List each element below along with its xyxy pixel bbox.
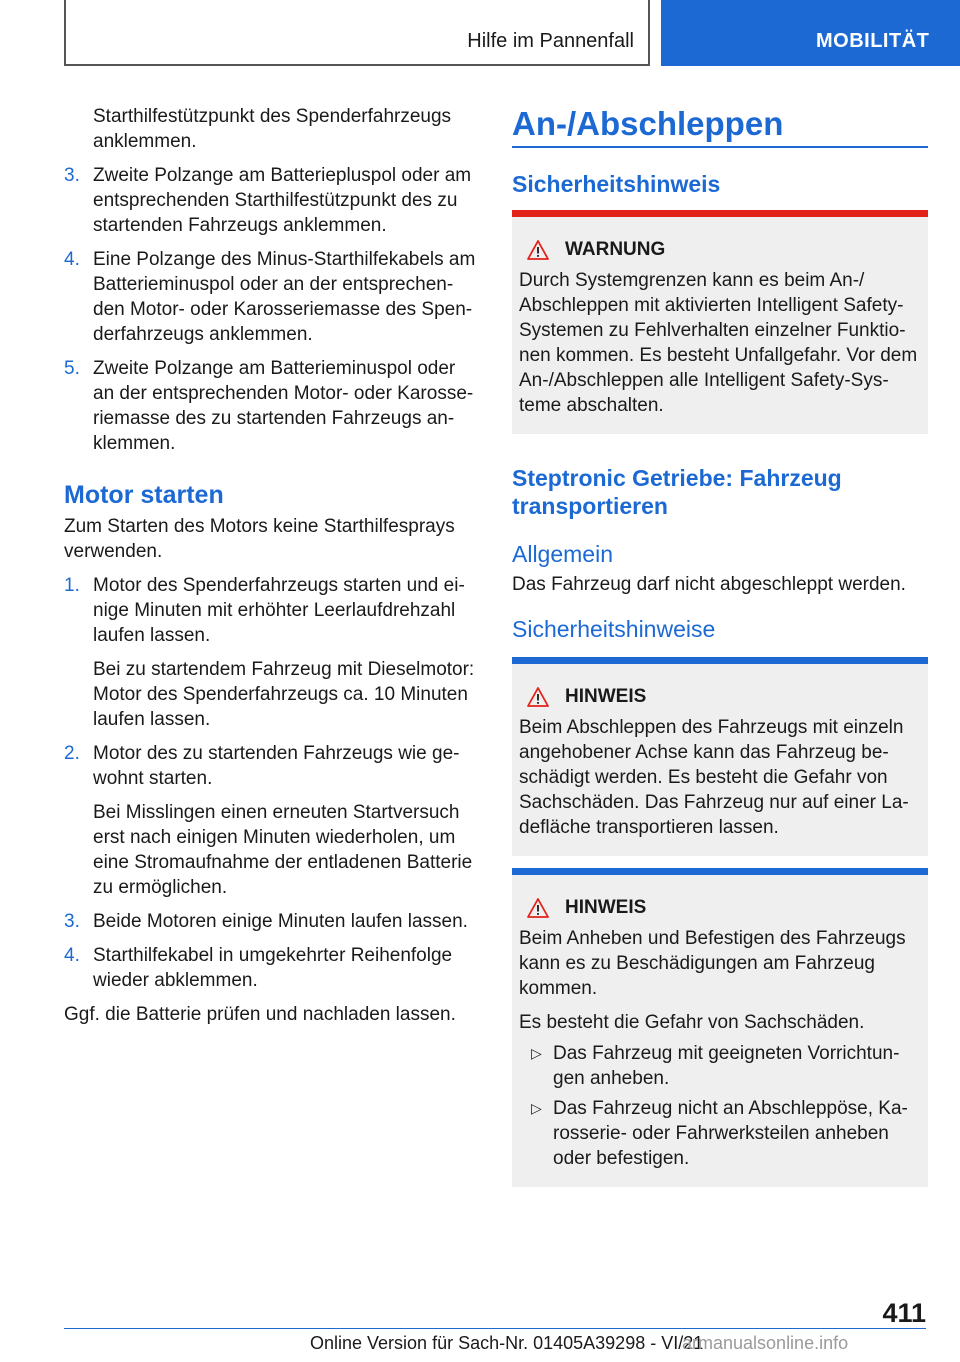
list-number: 2. xyxy=(64,743,80,764)
warning-triangle-icon xyxy=(527,240,549,260)
heading-sicherheitshinweis: Sicherheitshinweis xyxy=(512,171,721,197)
footer-rule xyxy=(64,1328,926,1329)
allgemein-text: Das Fahrzeug darf nicht abgeschleppt werden. xyxy=(512,574,906,595)
list-text: Starthilfekabel in umgekehrter Reihenfolge wieder abklemmen. xyxy=(93,945,453,991)
section-heading-motor-starten: Motor starten xyxy=(64,481,224,509)
header-tab[interactable] xyxy=(661,0,960,66)
warning-triangle-icon xyxy=(527,898,549,918)
notice-title xyxy=(519,684,921,709)
title-rule xyxy=(512,146,928,148)
list-number: 3. xyxy=(64,911,80,932)
list-number: 5. xyxy=(64,358,80,379)
list-item xyxy=(64,573,480,648)
list-text: Zweite Polzange am Batterieminuspol oder an der entsprechenden Motor- oder Karosse-riemasse des zu startenden Fahrzeugs an-klemmen. xyxy=(93,358,474,454)
notice-box xyxy=(512,657,928,856)
bullet-item xyxy=(519,1041,921,1091)
heading-allgemein: Allgemein xyxy=(512,541,613,567)
bullet-text: Das Fahrzeug nicht an Abschleppöse, Ka-rosserie- oder Fahrwerksteilen anheben oder befestigen. xyxy=(553,1098,908,1169)
warning-title xyxy=(519,237,921,262)
page-section-title: An-/Abschleppen xyxy=(512,105,784,142)
list-subparagraph: Bei zu startendem Fahrzeug mit Dieselmotor: Motor des Spenderfahrzeugs ca. 10 Minuten laufen lassen. xyxy=(93,659,475,730)
heading-steptronic: Steptronic Getriebe: Fahrzeug transportieren xyxy=(512,465,842,519)
header-section-box xyxy=(64,0,650,66)
notice-label: HINWEIS xyxy=(565,897,647,918)
list-text: Zweite Polzange am Batteriepluspol oder am entsprechenden Starthilfestützpunkt des zu startenden Fahrzeugs anklemmen. xyxy=(93,165,472,236)
footer-watermark: armanualsonline.info xyxy=(682,1333,849,1353)
page-number: 411 xyxy=(882,1298,926,1328)
list-item xyxy=(64,163,480,238)
list-text: Eine Polzange des Minus-Starthilfekabels am Batterieminuspol oder an der entsprechen-den Motor- oder Karosseriemasse des Spen-derfahrzeugs anklemmen. xyxy=(93,249,476,345)
warning-box xyxy=(512,210,928,434)
list-item xyxy=(64,909,480,934)
right-column xyxy=(512,104,928,1187)
bullet-marker-icon: ▷ xyxy=(531,1100,542,1116)
list-number: 3. xyxy=(64,165,80,186)
bullet-item xyxy=(519,1096,921,1171)
warning-triangle-icon xyxy=(527,687,549,707)
outro-paragraph: Ggf. die Batterie prüfen und nachladen lassen. xyxy=(64,1004,456,1025)
bullet-text: Das Fahrzeug mit geeigneten Vorrichtun-gen anheben. xyxy=(553,1043,900,1089)
list-text: Motor des zu startenden Fahrzeugs wie ge-wohnt starten. xyxy=(93,743,460,789)
left-column xyxy=(64,104,480,1036)
list-number: 1. xyxy=(64,575,80,596)
list-text: Motor des Spenderfahrzeugs starten und ei-nige Minuten mit erhöhter Leerlaufdrehzahl laufen lassen. xyxy=(93,575,465,646)
continued-step-text: Starthilfestützpunkt des Spenderfahrzeugs anklemmen. xyxy=(93,106,452,152)
list-number: 4. xyxy=(64,945,80,966)
notice-title xyxy=(519,895,921,920)
list-subparagraph: Bei Misslingen einen erneuten Startversuch erst nach einigen Minuten wiederholen, um eine Stromaufnahme der entladenen Batterie zu ermöglichen. xyxy=(93,802,473,898)
warning-label: WARNUNG xyxy=(565,239,666,260)
notice-label: HINWEIS xyxy=(565,686,647,707)
notice-text: Es besteht die Gefahr von Sachschäden. xyxy=(519,1012,865,1033)
heading-sicherheitshinweise: Sicherheitshinweise xyxy=(512,616,716,642)
list-number: 4. xyxy=(64,249,80,270)
footer-version-text: Online Version für Sach-Nr. 01405A39298 - VI/21 xyxy=(310,1333,704,1353)
list-item xyxy=(64,943,480,993)
header-section-title: Hilfe im Pannenfall xyxy=(467,30,634,52)
list-item xyxy=(64,741,480,791)
list-item xyxy=(64,247,480,347)
header-tab-label: MOBILITÄT xyxy=(816,30,930,52)
list-item xyxy=(64,356,480,456)
intro-paragraph: Zum Starten des Motors keine Starthilfesprays verwenden. xyxy=(64,516,455,562)
notice-text: Beim Anheben und Befestigen des Fahrzeugs kann es zu Beschädigungen am Fahrzeug kommen. xyxy=(519,928,906,999)
notice-text: Beim Abschleppen des Fahrzeugs mit einzeln angehobener Achse kann das Fahrzeug be-schädigt werden. Es besteht die Gefahr von Sachschäden. Das Fahrzeug nur auf einer La-defläche transportieren lassen. xyxy=(519,717,909,838)
notice-box xyxy=(512,868,928,1187)
list-text: Beide Motoren einige Minuten laufen lassen. xyxy=(93,911,468,932)
bullet-marker-icon: ▷ xyxy=(531,1045,542,1061)
warning-text: Durch Systemgrenzen kann es beim An-/ Abschleppen mit aktivierten Intelligent Safety-Systemen zu Fehlverhalten einzelner Funktio-nen kommen. Es besteht Unfallgefahr. Vor dem An-/Abschleppen alle Intelligent Safety-Sys-teme abschalten. xyxy=(519,270,918,416)
